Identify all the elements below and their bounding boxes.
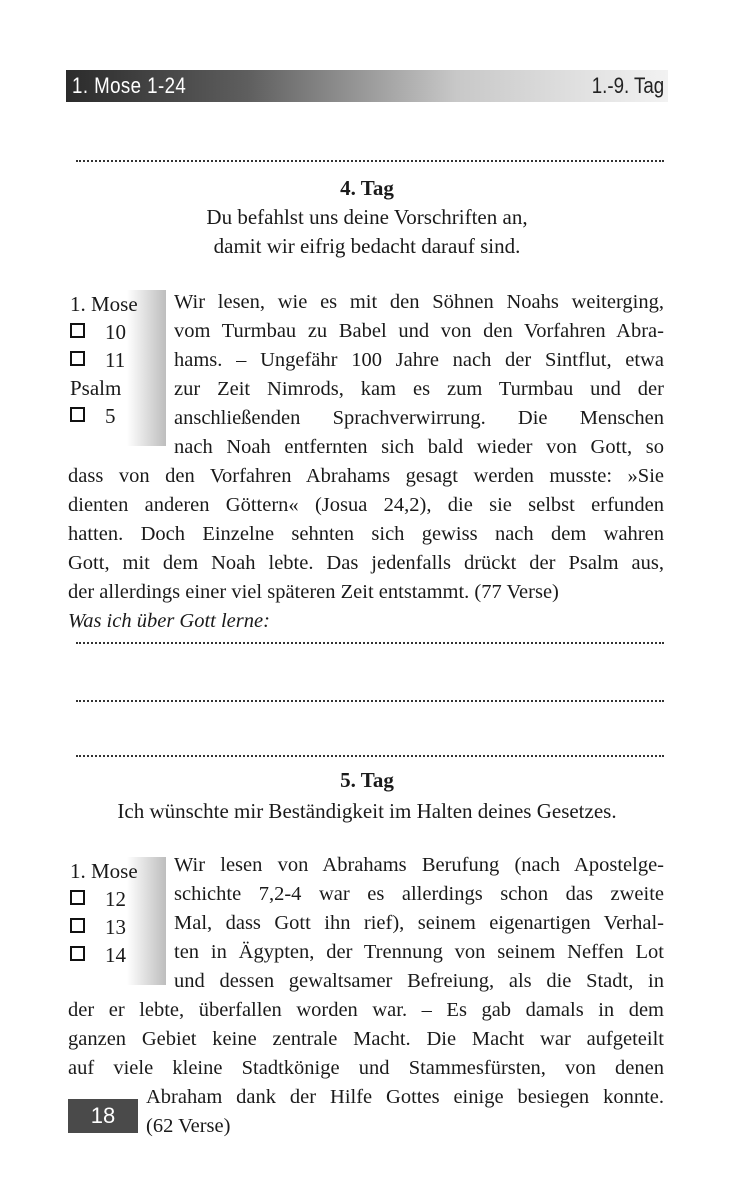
- header-day-range: 1.-9. Tag: [591, 73, 664, 98]
- day4-motto-line: Du befahlst uns deine Vorschriften an,: [206, 205, 528, 229]
- verse-count: (62 Verse): [146, 1115, 231, 1137]
- chapter-number: 13: [105, 915, 126, 939]
- day4-motto: [66, 203, 668, 261]
- day5-text-indented: [146, 1083, 664, 1141]
- chapter-number: 14: [105, 943, 126, 967]
- day4-text-wide: [68, 462, 664, 636]
- day4-reading-checklist: [68, 290, 166, 446]
- day5-motto: [66, 797, 668, 826]
- chapter-number: 11: [105, 348, 126, 372]
- checkbox-icon[interactable]: [70, 946, 85, 961]
- text-line: und dessen gewaltsamer Befreiung, als die Stadt, in: [174, 970, 664, 992]
- text-line: Wir lesen von Abrahams Berufung (nach Apostelge-: [174, 854, 664, 876]
- day4-book2-label: Psalm: [70, 376, 122, 400]
- text-line: der allerdings einer viel späteren Zeit entstammt. (77 Verse): [68, 581, 559, 603]
- text-line: ganzen Gebiet keine zentrale Macht. Die Macht war aufgeteilt: [68, 1028, 664, 1050]
- reflection-prompt: Was ich über Gott lerne:: [68, 610, 270, 632]
- checkbox-icon[interactable]: [70, 351, 85, 366]
- page-number: 18: [68, 1099, 138, 1133]
- text-line: Mal, dass Gott ihn rief), seinem eigenartigen Verhal-: [174, 912, 664, 934]
- day5-chapter-item[interactable]: [68, 885, 166, 913]
- dotted-separator: [76, 160, 664, 162]
- running-header: [66, 70, 668, 102]
- text-line: ten in Ägypten, der Trennung von seinem Neffen Lot: [174, 941, 664, 963]
- day5-book-label: 1. Mose: [70, 859, 138, 883]
- text-line: dass von den Vorfahren Abrahams gesagt werden musste: »Sie: [68, 465, 664, 487]
- day4-chapter-item[interactable]: [68, 346, 166, 374]
- text-line: schichte 7,2-4 war es allerdings schon das zweite: [174, 883, 664, 905]
- day4-chapter-item[interactable]: [68, 318, 166, 346]
- text-line: Abraham dank der Hilfe Gottes einige besiegen konnte.: [146, 1086, 664, 1108]
- text-line: dienten anderen Göttern« (Josua 24,2), die sie selbst erfunden: [68, 494, 664, 516]
- checkbox-icon[interactable]: [70, 323, 85, 338]
- day5-text-narrow: [174, 851, 664, 996]
- text-line: der er lebte, überfallen worden war. – Es gab damals in dem: [68, 999, 664, 1021]
- text-line: auf viele kleine Stadtkönige und Stammesfürsten, von denen: [68, 1057, 664, 1079]
- day4-title: 4. Tag: [340, 176, 394, 200]
- text-line: hams. – Ungefähr 100 Jahre nach der Sintflut, etwa: [174, 349, 664, 371]
- text-line: vom Turmbau zu Babel und von den Vorfahren Abra-: [174, 320, 664, 342]
- writing-line[interactable]: [76, 642, 664, 644]
- day5-text-wide: [68, 996, 664, 1083]
- text-line: Gott, mit dem Noah lebte. Das jedenfalls drückt der Psalm aus,: [68, 552, 664, 574]
- day5-title: 5. Tag: [340, 768, 394, 792]
- text-line: hatten. Doch Einzelne sehnten sich gewiss nach dem wahren: [68, 523, 664, 545]
- checkbox-icon[interactable]: [70, 407, 85, 422]
- day5-reading-checklist: [68, 857, 166, 985]
- chapter-number: 12: [105, 887, 126, 911]
- day4-text-narrow: [174, 288, 664, 462]
- text-line: nach Noah entfernten sich bald wieder von Gott, so: [174, 436, 664, 458]
- day5-motto-line: Ich wünschte mir Beständigkeit im Halten deines Gesetzes.: [117, 799, 617, 823]
- checkbox-icon[interactable]: [70, 918, 85, 933]
- chapter-number: 10: [105, 320, 126, 344]
- text-line: anschließenden Sprachverwirrung. Die Menschen: [174, 407, 664, 429]
- dotted-separator: [76, 755, 664, 757]
- header-book-range: 1. Mose 1-24: [72, 73, 187, 98]
- day4-book-label: 1. Mose: [70, 292, 138, 316]
- chapter-number: 5: [105, 404, 116, 428]
- day4-chapter-item[interactable]: [68, 402, 166, 430]
- text-line: Wir lesen, wie es mit den Söhnen Noahs weiterging,: [174, 291, 664, 313]
- day5-chapter-item[interactable]: [68, 941, 166, 969]
- day5-chapter-item[interactable]: [68, 913, 166, 941]
- checkbox-icon[interactable]: [70, 890, 85, 905]
- text-line: zur Zeit Nimrods, kam es zum Turmbau und der: [174, 378, 664, 400]
- day4-motto-line: damit wir eifrig bedacht darauf sind.: [213, 234, 521, 258]
- writing-line[interactable]: [76, 700, 664, 702]
